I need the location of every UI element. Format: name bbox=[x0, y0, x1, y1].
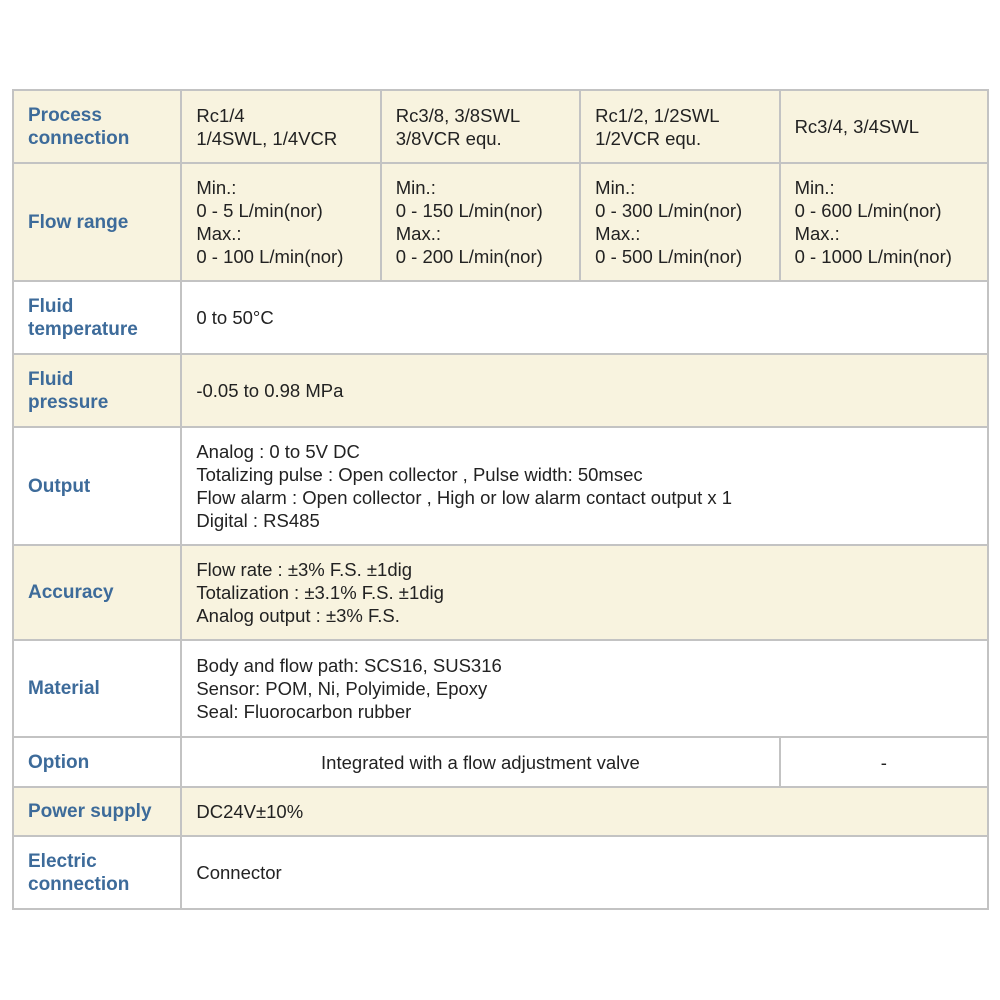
value-material: Body and flow path: SCS16, SUS316 Sensor: POM, Ni, Polyimide, Epoxy Seal: Fluorocarbon rubber bbox=[181, 640, 988, 737]
row-flow-range bbox=[13, 163, 988, 281]
row-process-connection bbox=[13, 90, 988, 163]
row-output bbox=[13, 427, 988, 545]
row-power-supply bbox=[13, 787, 988, 836]
label-fluid-pressure: Fluid pressure bbox=[13, 354, 181, 427]
label-power-supply: Power supply bbox=[13, 787, 181, 836]
cell-flow-range-2: Min.: 0 - 150 L/min(nor) Max.: 0 - 200 L/min(nor) bbox=[381, 163, 580, 281]
row-option bbox=[13, 737, 988, 787]
value-electric-connection: Connector bbox=[181, 836, 988, 909]
label-output: Output bbox=[13, 427, 181, 545]
value-option-none: - bbox=[780, 737, 988, 787]
row-electric-connection bbox=[13, 836, 988, 909]
row-fluid-temperature bbox=[13, 281, 988, 354]
value-power-supply: DC24V±10% bbox=[181, 787, 988, 836]
row-accuracy bbox=[13, 545, 988, 640]
label-electric-connection: Electric connection bbox=[13, 836, 181, 909]
value-output: Analog : 0 to 5V DC Totalizing pulse : Open collector , Pulse width: 50msec Flow alarm : Open collector , High or low alarm contact output x 1 Digital : RS485 bbox=[181, 427, 988, 545]
cell-process-connection-3: Rc1/2, 1/2SWL 1/2VCR equ. bbox=[580, 90, 779, 163]
value-fluid-pressure: -0.05 to 0.98 MPa bbox=[181, 354, 988, 427]
value-fluid-temperature: 0 to 50°C bbox=[181, 281, 988, 354]
label-process-connection: Process connection bbox=[13, 90, 181, 163]
cell-flow-range-4: Min.: 0 - 600 L/min(nor) Max.: 0 - 1000 L/min(nor) bbox=[780, 163, 988, 281]
label-flow-range: Flow range bbox=[13, 163, 181, 281]
row-fluid-pressure bbox=[13, 354, 988, 427]
label-material: Material bbox=[13, 640, 181, 737]
label-option: Option bbox=[13, 737, 181, 787]
row-material bbox=[13, 640, 988, 737]
value-option-valve: Integrated with a flow adjustment valve bbox=[181, 737, 779, 787]
cell-flow-range-1: Min.: 0 - 5 L/min(nor) Max.: 0 - 100 L/min(nor) bbox=[181, 163, 380, 281]
label-fluid-temperature: Fluid temperature bbox=[13, 281, 181, 354]
cell-process-connection-2: Rc3/8, 3/8SWL 3/8VCR equ. bbox=[381, 90, 580, 163]
cell-process-connection-4: Rc3/4, 3/4SWL bbox=[780, 90, 988, 163]
cell-process-connection-1: Rc1/4 1/4SWL, 1/4VCR bbox=[181, 90, 380, 163]
spec-table bbox=[12, 89, 989, 910]
label-accuracy: Accuracy bbox=[13, 545, 181, 640]
value-accuracy: Flow rate : ±3% F.S. ±1dig Totalization : ±3.1% F.S. ±1dig Analog output : ±3% F.S. bbox=[181, 545, 988, 640]
cell-flow-range-3: Min.: 0 - 300 L/min(nor) Max.: 0 - 500 L/min(nor) bbox=[580, 163, 779, 281]
